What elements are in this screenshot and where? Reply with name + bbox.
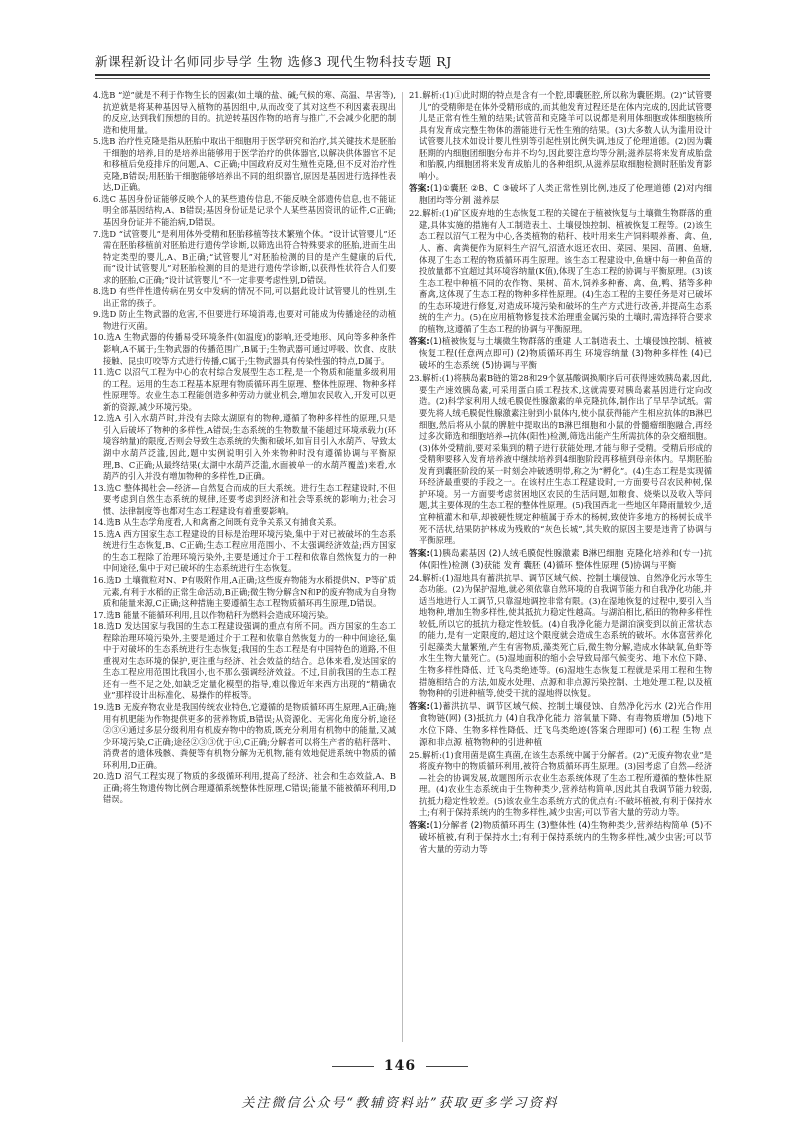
answer-text: (1)分解者 (2)物质循环再生 (3)整体性 (4)生物种类少,营养结构简单 (5)不破坏植被,有利于保持水土;有利于保持系统内的生物多样性,减少虫害;可以节省大量的劳动力等 [419,820,712,855]
answer-text: (1)植被恢复与土壤微生物群落的重建 人工制造表土、土壤侵蚀控制、植被恢复工程(任意两点即可) (2)物质循环再生 环境容纳量 (3)物种多样性 (4)已破坏的生态系统 (5)协调与平衡 [419,337,712,372]
answer-text: (1)①囊胚 ②B、C ③破坏了人类正常性别比例,违反了伦理道德 (2)对内细胞团均等分割 滋养层 [419,184,712,207]
analysis-paragraph: 22.解析:(1)矿区废弃地的生态恢复工程的关键在于植被恢复与土壤微生物群落的重建,具体实施的措施有人工制造表土、土壤侵蚀控制、植被恢复工程等。(2)该生态工程以沼气工程为中心,各类植物的秸秆、枝叶用来生产饲料喂养畜、禽、鱼,人、畜、禽粪便作为原料生产沼气,沼渣水返还农田、菜园、果园、苗圃、鱼塘,体现了生态工程的物质循环再生原理。该生态工程建设中,鱼塘中每一种鱼苗的投放量都不宜超过其环境容纳量(K值),体现了生态工程的协调与平衡原理。(3)该生态工程中种植不同的农作物、果树、苗木,饲养多种畜、禽、鱼,鸭、猪等多种畜禽,这体现了生态工程的物种多样性原理。(4)生态工程的主要任务是对已破坏的生态环境进行修复,对造成环境污染和破坏的生产方式进行改善,并提高生态系统的生产力。(5)在应用植物修复技术治理重金属污染的土壤时,需选择符合要求的植物,这遵循了生态工程的协调与平衡原理。 [409,208,712,334]
footer-note: 关注微信公众号“教辅资料站”获取更多学习资料 [241,1096,559,1111]
answer-explanation-paragraph: 17.选B 能量不能循环利用,且以作物秸秆为燃料会造成环境污染。 [93,609,334,620]
analysis-paragraph: 21.解析:(1)①此时期的特点是含有一个腔,即囊胚腔,所以称为囊胚期。(2)“试管婴儿”的受精卵是在体外受精形成的,而其他发育过程还是在体内完成的,因此试管婴儿是正常有性生殖的结果;试管苗和克隆羊可以说都是利用体细胞或体细胞核所具有发育成完整生物体的潜能进行无性生殖的结果。(3)大多数人认为滥用设计试管婴儿技术如设计婴儿性别等引起性别比例失调,违反了伦理道德。(2)因为囊胚期的内细胞团细胞分布并不均匀,因此要注意均等分割;滋养层将来发育成胎盘和胎膜,内细胞团将来发育成胎儿的各种组织,从滋养层取细胞检测时胚胎发育影响小。 [409,90,712,181]
answer-label: 答案: [409,548,430,559]
running-header: 新课程新设计名师同步导学 生物 选修3 现代生物科技专题 RJ [95,54,452,69]
analysis-paragraph: 23.解析:(1)将胰岛素B链的第28和29个氨基酸调换顺序后可获得速效胰岛素,因此,要生产速效胰岛素,可采用蛋白质工程技术,这就需要对胰岛素基因进行定向改造。(2)科学家利用人绒毛膜促性腺激素的单克隆抗体,制作出了早早孕试纸。需要先将人绒毛膜促性腺激素注射到小鼠体内,使小鼠获得能产生相应抗体的B淋巴细胞,然后将从小鼠的脾脏中提取出的B淋巴细胞和小鼠的骨髓瘤细胞融合,再经过多次筛选和细胞培养→抗体(阳性)检测,筛选出能产生所需抗体的杂交瘤细胞。(3)体外受精前,要对采集到的精子进行获能处理,才能与卵子受精。受精后形成的受精卵要移入发育培养液中继续培养到4细胞阶段再移植到母亲体内。早期胚胎发育到囊胚阶段的某一时刻会冲破透明带,称之为“孵化”。(4)生态工程是实现循环经济最重要的手段之一。在该村庄生态工程建设时,一方面要号召农民种树,保护环境。另一方面要考虑贫困地区农民的生活问题,如粮食、烧柴以及收入等问题,其主要体现的生态工程的整体性原理。(5)我国西北一些地区年降雨量较少,适宜种植灌木和草,却被硬性规定种植属于乔木的杨树,致使许多地方的杨树长成半死不活状,结果防护林成为残败的“灰色长城”,其失败的原因主要是违背了协调与平衡原理。 [409,373,712,546]
page-number-dash-left [332,1066,374,1067]
answer-text: (1)蓄洪抗旱、调节区域气候、控制土壤侵蚀、自然净化污水 (2)光合作用 食物链(网) (3)抵抗力 (4)自我净化能力 溶氧量下降、有毒物质增加 (5)地下水位下降、生物多样性降低、迁飞鸟类绝迹(答案合理即可) (6)工程 生物 点源和非点源 植物物种的引进种植 [419,701,712,748]
header-rule-thin [95,78,710,79]
header-rule [95,74,710,76]
answer-explanation-paragraph: 15.选A 西方国家生态工程建设的目标是治理环境污染,集中于对已被破坏的生态系统进行生态恢复,B、C正确;生态工程应用范围小、不太强调经济效益;西方国家的生态工程除了治理环境污染外,主要是通过介于工程和依靠自然恢复力的一种中间途径,集中于对已破坏的生态系统进行生态恢复。 [93,528,396,574]
answer-explanation-paragraph: 10.选A 生物武器的传播易受环境条件(如温度)的影响,还受地形、风向等多种条件影响,A不属于;生物武器的传播范围广,B属于;生物武器可通过呼吸、饮食、皮肤接触、昆虫叮咬等方式进行传播,C属于;生物武器具有传染性强的特点,D属于。 [93,332,396,366]
answer-block [409,701,712,749]
answer-block [409,183,712,207]
answer-block [409,336,712,372]
answer-label: 答案: [409,184,430,195]
answer-explanation-paragraph: 18.选D 发达国家与我国的生态工程建设强调的重点有所不同。西方国家的生态工程除治理环境污染外,主要是通过介于工程和依靠自然恢复力的一种中间途径,集中于对破坏的生态系统进行生态恢复;我国的生态工程是有中国特色的道路,不但重视对生态环境的保护,更注重与经济、社会效益的结合。总体来看,发达国家的生态工程应用范围比我国小,也不那么强调经济效益。不过,目前我国的生态工程还有一些不足之处,如缺乏定量化模型的指导,难以像近年来西方出现的“精确农业”那样设计出标准化、易操作的样板等。 [93,621,396,701]
answer-explanation-paragraph: 8.选D 有些伴性遗传病在男女中发病的情况不同,可以据此设计试管婴儿的性别,生出正常的孩子。 [93,286,396,308]
answer-explanation-paragraph: 16.选D 土壤微粒对N、P有吸附作用,A正确;这些废弃物能为水稻提供N、P等矿质元素,有利于水稻的正常生命活动,B正确;微生物分解含N和P的废弃物成为自身物质和能量来源,C正确;这种措施主要遵循生态工程物质循环再生原理,D错误。 [93,574,396,609]
right-column [409,90,712,1050]
answer-explanation-paragraph: 6.选C 基因身份证能够反映个人的某些遗传信息,不能反映全部遗传信息,也不能证明全部基因结构,A、B错误;基因身份证是记录个人某些基因资讯的证件,C正确;基因身份证并不能治病,D错误。 [93,193,396,228]
answer-explanation-paragraph: 19.选B 无废弃物农业是我国传统农业特色,它遵循的是物质循环再生原理,A正确;施用有机肥能为作物提供更多的营养物质,B错误;从资源化、无害化角度分析,途径②③④通过多层分级利用有机废弃物中的物质,既充分利用有机物中的能量,又减少环境污染,C正确;途径②③③优于④,C正确;分解者可以将生产者的秸秆落叶、消费者的遗体残骸、粪便等有机物分解为无机物,能有效地促进系统中物质的循环利用,D正确。 [93,701,396,770]
analysis-paragraph: 25.解析:(1)食用菌是腐生真菌,在该生态系统中属于分解者。(2)“无废弃物农业”是将废弃物中的物质循环利用,被符合物质循环再生原理。(3)园考虑了自然—经济—社会的协调发展,故题图所示农业生态系统体现了生态工程所遵循的整体性原理。(4)农业生态系统由于生物种类少,营养结构简单,因此其自我调节能力较弱,抗抵力稳定性较差。(5)该农业生态系统方式的优点有:不破坏植被,有利于保持水土;有利于保持系统内的生物多样性,减少虫害;可以节省大量的劳动力等。 [409,749,712,818]
answer-explanation-paragraph: 20.选D 沼气工程实现了物质的多级循环利用,提高了经济、社会和生态效益,A、B正确;将生物遗传物比例合理遵循系统整体性原理,C错误;能量不能被循环利用,D错误。 [93,771,396,805]
answer-explanation-paragraph: 11.选C 以沼气工程为中心的农村综合发展型生态工程,是一个物质和能量多级利用的工程。运用的生态工程基本原理有物质循环再生原理、整体性原理、物种多样性原理等。农业生态工程能创造多种劳动力就业机会,增加农民收入,开发可以更新的资源,减少环境污染。 [93,367,396,412]
answer-explanation-paragraph: 14.选B 从生态学角度看,人和禽畜之间既有竞争关系又有捕食关系。 [93,517,342,528]
answer-explanation-paragraph: 5.选B 治疗性克隆是指从胚胎中取出干细胞用于医学研究和治疗,其关键技术是胚胎干细胞的培养,目的是培养出能够用于医学治疗的供体器官,以解决供体器官不足和移植后免疫排斥的问题,A、C正确;中国政府反对生殖性克隆,但不反对治疗性克隆,B错误;用胚胎干细胞能够培养出不同的组织器官,原因是基因进行选择性表达,D正确。 [93,136,396,193]
answer-text: (1)胰岛素基因 (2)人绒毛膜促性腺激素 B淋巴细胞 克隆化培养和(专一)抗体(阳性)检测 (3)获能 发育 囊胚 (4)循环 整体性原理 (5)协调与平衡 [419,548,712,571]
answer-block [409,548,712,572]
answer-explanation-paragraph: 7.选D “试管婴儿”是利用体外受精和胚胎移植等技术繁殖个体。“设计试管婴儿”还需在胚胎移植前对胚胎进行遗传学诊断,以筛选出符合特殊要求的胚胎,进而生出特定类型的婴儿,A、B正确;“试管婴儿”对胚胎检测的目的是产生健康的后代,而“设计试管婴儿”对胚胎检测的目的是进行遗传学诊断,以获得性状符合人们要求的胚胎,C正确;“设计试管婴儿”不一定非要考虑性别,D错误。 [93,228,396,285]
answer-explanation-paragraph: 12.选A 引入水葫芦时,并没有去除太湖原有的物种,遵循了物种多样性的原理,只是引入后破坏了物种的多样性,A错误;生态系统的生物数量不能超过环境承载力(环境容纳量)的限度,否则会导致生态系统的失衡和破坏,如盲目引入水葫芦、导致太湖中水葫芦泛滥,因此,题中实例说明引入外来物种时没有遵循协调与平衡原理,B、C正确;从最终结果(太湖中水葫芦泛滥,水面被单一的水葫芦覆盖)来看,水葫芦的引入并没有增加物种的多样性,D正确。 [93,413,396,482]
answer-explanation-paragraph: 9.选D 防止生物武器的危害,不但要进行环境消毒,也要对可能成为传播途径的动植物进行灭菌。 [93,309,396,331]
answer-block [409,820,712,856]
answer-explanation-paragraph: 4.选B “逆”就是不利于作物生长的因素(如土壤的盐、碱;气候的寒、高温、旱害等),抗逆就是将某种基因导入植物的基因组中,从而改变了其对这些不利因素表现出的反应,达到我们预想的目的。抗逆转基因作物的培育与推广,不会减少化肥的制造和使用量。 [93,90,396,135]
page-number: 146 [383,1058,417,1074]
page-number-block [0,1058,800,1074]
analysis-paragraph: 24.解析:(1)湿地具有蓄洪抗旱、调节区域气候、控制土壤侵蚀、自然净化污水等生态功能。(2)为保护湿地,就必须依靠自然环境的自我调节能力和自我净化功能,并适当地进行人工调节,只靠湿地调控非常有限。(3)在湿地恢复的过程中,要引入当地物种,增加生物多样性,使其抵抗力稳定性越高。与湖泊相比,稻田的物种多样性较低,所以它的抵抗力稳定性较低。(4)自我净化能力是湖泊演变到以前正常状态的能力,是有一定限度的,超过这个限度就会造成生态系统的破坏。水体富营养化引起藻类大量繁殖,产生有害物质,藻类死亡后,微生物分解,造成水体缺氧,鱼虾等水生生物大量死亡。(5)湿地面积的缩小会导致局部气候变劣、地下水位下降、生物多样性降低、迁飞鸟类绝迹等。(6)湿地生态恢复工程就是采用工程和生物措施相结合的方法,如废水处理、点源和非点源污染控制、土地处理工程,以及植物物种的引进种植等,使受干扰的湿地得以恢复。 [409,572,712,699]
left-column [93,90,396,1050]
page-number-dash-right [426,1066,468,1067]
answer-label: 答案: [409,820,430,831]
column-divider [402,92,403,1042]
answer-label: 答案: [409,701,430,712]
answer-label: 答案: [409,337,430,348]
answer-explanation-paragraph: 13.选C 整体揭杜会—经济—自然复合而成的巨大系统。进行生态工程建设时,不但要考虑到自然生态系统的规律,还要考虑到经济和社会等系统的影响力;社会习惯、法律制度等也都对生态工程建设有着重要影响。 [93,482,396,516]
